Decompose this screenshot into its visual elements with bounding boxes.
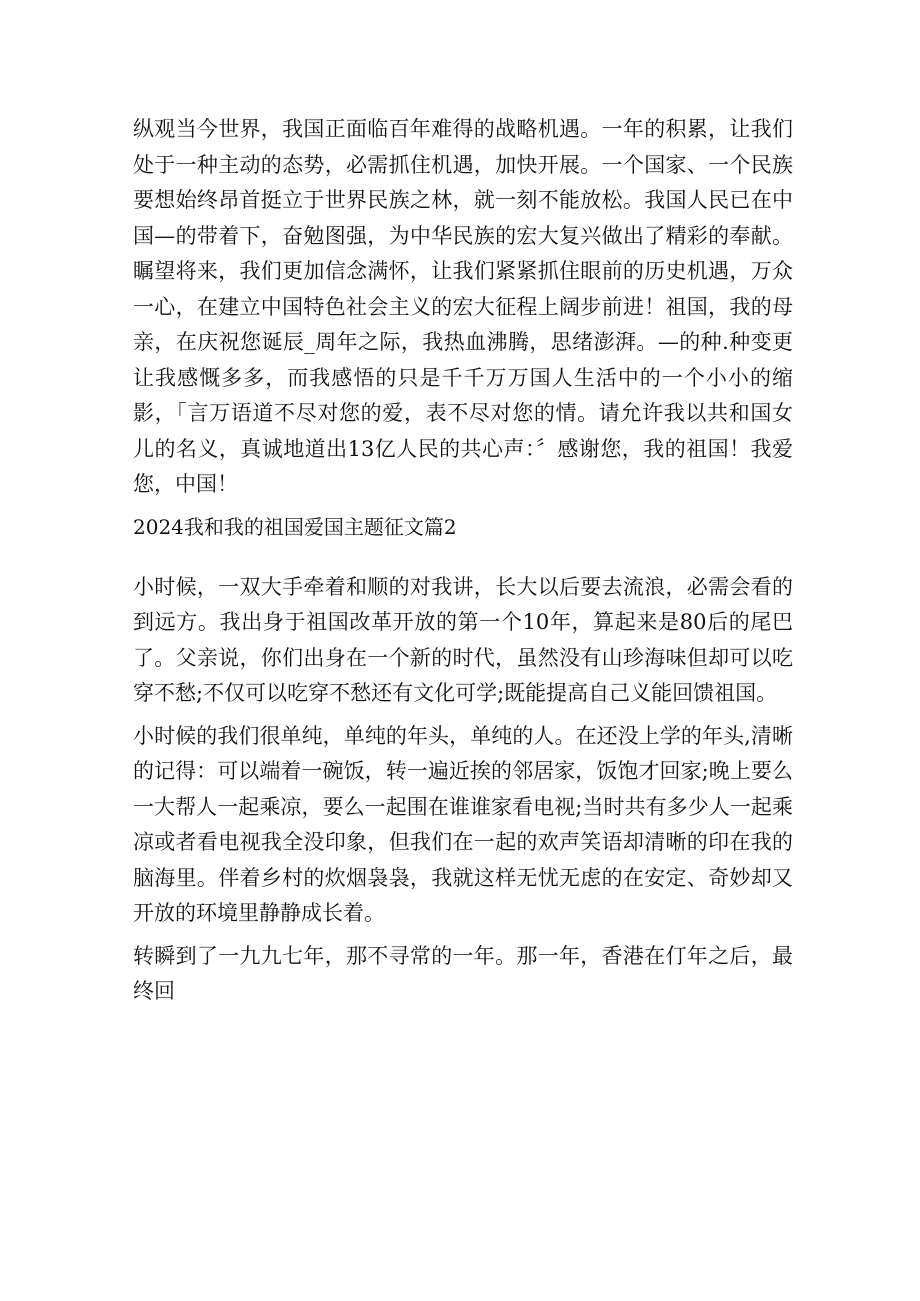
section-heading: 2024我和我的祖国爱国主题征文篇2 [133,514,457,539]
paragraph-3: 小时候的我们很单纯，单纯的年头，单纯的人。在还没上学的年头,清晰的记得：可以端着一碗饭，转一遍近挨的邻居家，饭饱才回家;晚上要么一大帮人一起乘凉，要么一起围在谁谁家看电视;当时共有多少人一起乘凉或者看电视我全没印象，但我们在一起的欢声笑语却清晰的印在我的脑海里。伴着乡村的炊烟袅袅，我就这样无忧无虑的在安定、奇妙却又开放的环境里静静成长着。 [133,723,793,925]
document-body [133,112,793,1010]
paragraph-1: 纵观当今世界，我国正面临百年难得的战略机遇。一年的积累，让我们处于一种主动的态势，必需抓住机遇，加快开展。一个国家、一个民族要想始终昂首挺立于世界民族之林，就一刻不能放松。我国人民已在中国—的带着下，奋勉图强，为中华民族的宏大复兴做出了精彩的奉献。瞩望将来，我们更加信念满怀，让我们紧紧抓住眼前的历史机遇，万众一心，在建立中国特色社会主义的宏大征程上阔步前进！祖国，我的母亲，在庆祝您诞辰_周年之际，我热血沸腾，思绪澎湃。—的种.种变更让我感慨多多，而我感悟的只是千千万万国人生活中的一个小小的缩影，「言万语道不尽对您的爱，表不尽对您的情。请允许我以共和国女儿的名义，真诚地道出13亿人民的共心声：〞感谢您，我的祖国！我爱您，中国！ [133,117,793,496]
paragraph-4: 转瞬到了一九九七年，那不寻常的一年。那一年，香港在仃年之后，最终回 [133,943,793,1003]
paragraph-2: 小时候，一双大手牵着和顺的对我讲，长大以后要去流浪，必需会看的到远方。我出身于祖国改革开放的第一个10年，算起来是80后的尾巴了。父亲说，你们出身在一个新的时代，虽然没有山珍海味但却可以吃穿不愁;不仅可以吃穿不愁还有文化可学;既能提高自己义能回馈祖国。 [133,574,793,705]
